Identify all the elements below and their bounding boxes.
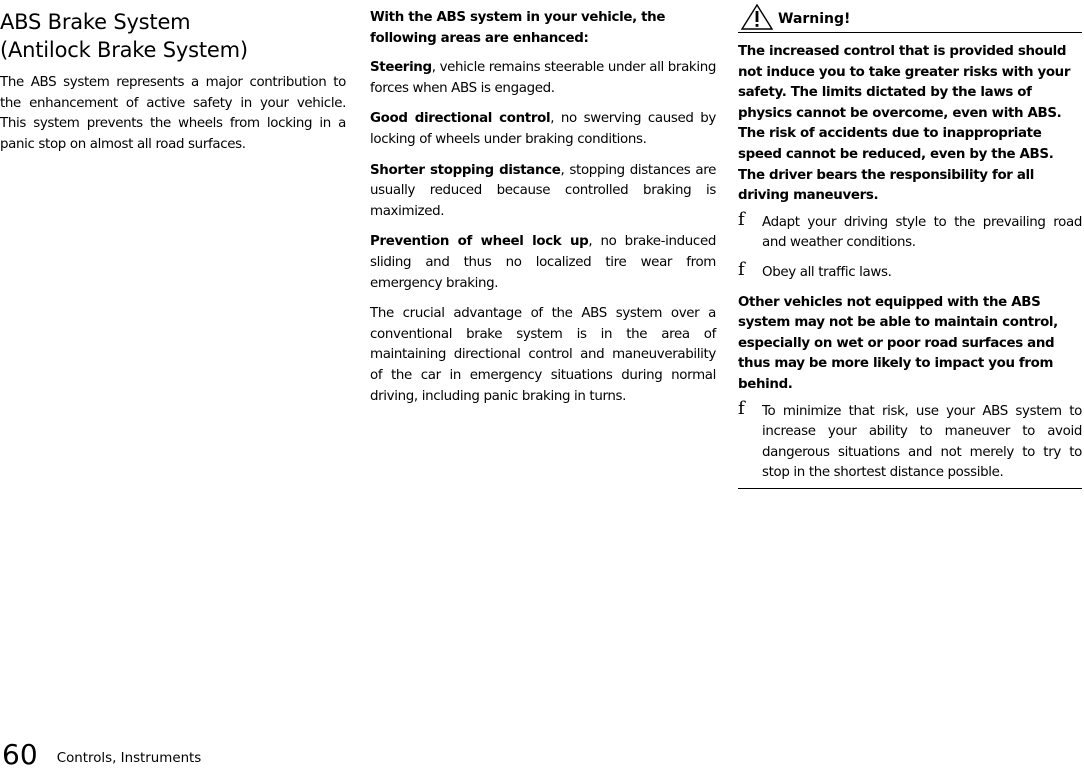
- benefit-term: Steering: [370, 60, 432, 76]
- warning-bullet: [738, 208, 1082, 254]
- benefit-term: Shorter stopping distance: [370, 162, 561, 178]
- warning-main-text: The increased control that is provided should not induce you to take greater risks with your safety. The limits dictated by the laws of physics cannot be overcome, even with ABS. The risk of accidents due to inappropriate speed cannot be reduced, even by the ABS. The driver bears the responsibility for all driving maneuvers.: [738, 44, 1071, 204]
- warning-second-text: Other vehicles not equipped with the ABS system may not be able to maintain control, especially on wet or poor road surfaces and thus may be more likely to impact you from behind.: [738, 294, 1058, 392]
- column-abs-intro: [0, 8, 346, 155]
- benefit-item: [370, 58, 716, 99]
- benefits-lead: With the ABS system in your vehicle, the following areas are enhanced:: [370, 10, 666, 46]
- warning-header: [738, 8, 1082, 33]
- warning-end-rule: [738, 484, 1082, 489]
- bullet-text: Adapt your driving style to the prevailing road and weather conditions.: [762, 214, 1082, 251]
- section-name: Controls, Instruments: [56, 751, 202, 766]
- bullet-text: To minimize that risk, use your ABS system to increase your ability to maneuver to avoid dangerous situations and not merely to try to stop in the shortest distance possible.: [762, 403, 1082, 481]
- bullet-marker-icon: f: [738, 258, 745, 280]
- warning-box: [738, 8, 1082, 489]
- benefit-item: [370, 109, 716, 150]
- benefit-term: Prevention of wheel lock up: [370, 234, 589, 250]
- closing-paragraph: The crucial advantage of the ABS system over a conventional brake system is in the area of maintaining directional control and maneuverability of the car in emergency situations during normal driving, including panic braking in turns.: [370, 306, 716, 404]
- page-footer: [2, 740, 201, 770]
- title-line-2: (Antilock Brake System): [0, 38, 248, 62]
- benefit-text: , vehicle remains steerable under all braking forces when ABS is engaged.: [370, 60, 716, 96]
- warning-bullet: [738, 397, 1082, 484]
- bullet-marker-icon: f: [738, 208, 745, 230]
- page-number: 60: [2, 738, 38, 771]
- title-line-1: ABS Brake System: [0, 10, 191, 34]
- warning-label: Warning!: [778, 11, 851, 27]
- benefit-text: , stopping distances are usually reduced because controlled braking is maximized.: [370, 162, 716, 219]
- benefit-term: Good directional control: [370, 111, 551, 127]
- page-title: [0, 8, 346, 64]
- warning-bullet: [738, 258, 1082, 284]
- column-abs-benefits: [370, 8, 716, 407]
- benefit-text: , no brake-induced sliding and thus no localized tire wear from emergency braking.: [370, 234, 716, 291]
- bullet-marker-icon: f: [738, 397, 745, 419]
- benefit-text: , no swerving caused by locking of wheels under braking conditions.: [370, 111, 716, 147]
- warning-triangle-icon: [741, 4, 773, 30]
- benefit-item: [370, 232, 716, 294]
- intro-paragraph: The ABS system represents a major contribution to the enhancement of active safety in your vehicle. This system prevents the wheels from locking in a panic stop on almost all road surfaces.: [0, 75, 346, 152]
- benefit-item: [370, 161, 716, 223]
- bullet-text: Obey all traffic laws.: [762, 264, 892, 280]
